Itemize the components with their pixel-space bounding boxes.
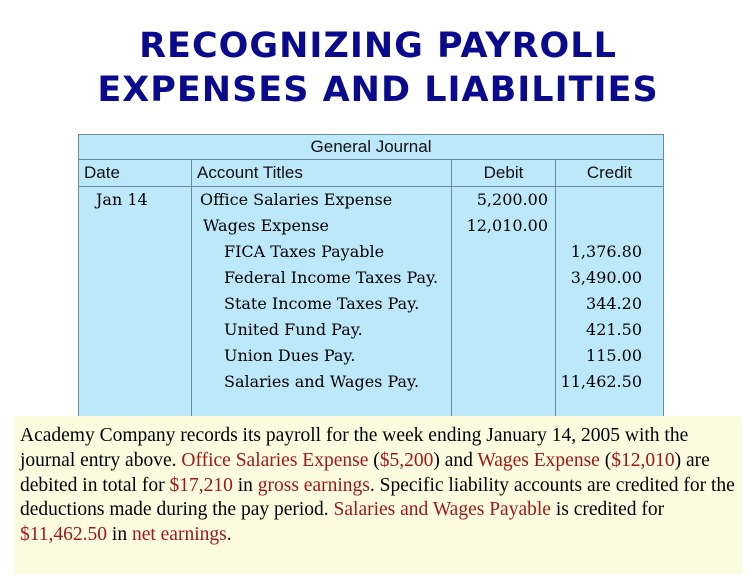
caption-highlight: Office Salaries Expense (181, 449, 369, 471)
debit-cell: 5,200.00 (476, 190, 548, 209)
caption-highlight: $17,210 (169, 474, 233, 496)
column-header-debit: Debit (483, 163, 524, 182)
credit-cell: 11,462.50 (560, 372, 642, 391)
account-cell: Salaries and Wages Pay. (224, 372, 420, 391)
column-header-date: Date (84, 163, 120, 182)
credit-cell: 421.50 (586, 320, 642, 339)
caption-text: in (107, 524, 132, 546)
caption-text: ( (599, 449, 612, 471)
caption-text: is credited for (550, 499, 665, 521)
account-cell: United Fund Pay. (224, 320, 363, 339)
credit-cell: 1,376.80 (570, 242, 642, 261)
caption-text: ( (368, 449, 380, 471)
account-cell: Wages Expense (203, 216, 329, 235)
journal-title: General Journal (79, 135, 663, 160)
caption-highlight: Wages Expense (477, 449, 600, 471)
caption-highlight: net earnings (131, 524, 227, 546)
general-journal-table (78, 134, 664, 422)
caption-highlight: gross earnings (257, 474, 370, 496)
slide-title-line-1: RECOGNIZING PAYROLL (139, 26, 617, 66)
caption-highlight: $5,200 (379, 449, 434, 471)
slide-title (0, 24, 756, 112)
account-cell: Union Dues Pay. (224, 346, 356, 365)
credit-cell: 344.20 (586, 294, 642, 313)
credit-cell: 3,490.00 (570, 268, 642, 287)
entry-date: Jan 14 (96, 190, 148, 209)
credit-cell: 115.00 (586, 346, 642, 365)
account-cell: State Income Taxes Pay. (224, 294, 420, 313)
column-divider (191, 159, 192, 421)
slide-title-line-2: EXPENSES AND LIABILITIES (97, 70, 659, 110)
caption-text-box (14, 416, 742, 574)
caption-highlight: $12,010 (611, 449, 675, 471)
caption-text: . Specific liability accounts are credited for the deductions made during the pay period. (20, 474, 735, 521)
account-cell: Federal Income Taxes Pay. (224, 268, 439, 287)
caption-text: Academy Company records its payroll for the week ending January 14, 2005 with the journal entry above. (20, 425, 689, 471)
caption-text: . (226, 524, 232, 546)
caption-highlight: $11,462.50 (20, 524, 108, 546)
account-cell: Office Salaries Expense (200, 190, 393, 209)
account-cell: FICA Taxes Payable (224, 242, 385, 261)
caption-text: ) are debited in total for (20, 449, 710, 496)
debit-cell: 12,010.00 (466, 216, 548, 235)
caption-highlight: Salaries and Wages Payable (333, 499, 551, 521)
column-header-credit: Credit (586, 163, 633, 182)
column-header-account-titles: Account Titles (197, 163, 303, 182)
caption-text: in (232, 474, 258, 496)
caption-text: ) and (433, 449, 478, 471)
